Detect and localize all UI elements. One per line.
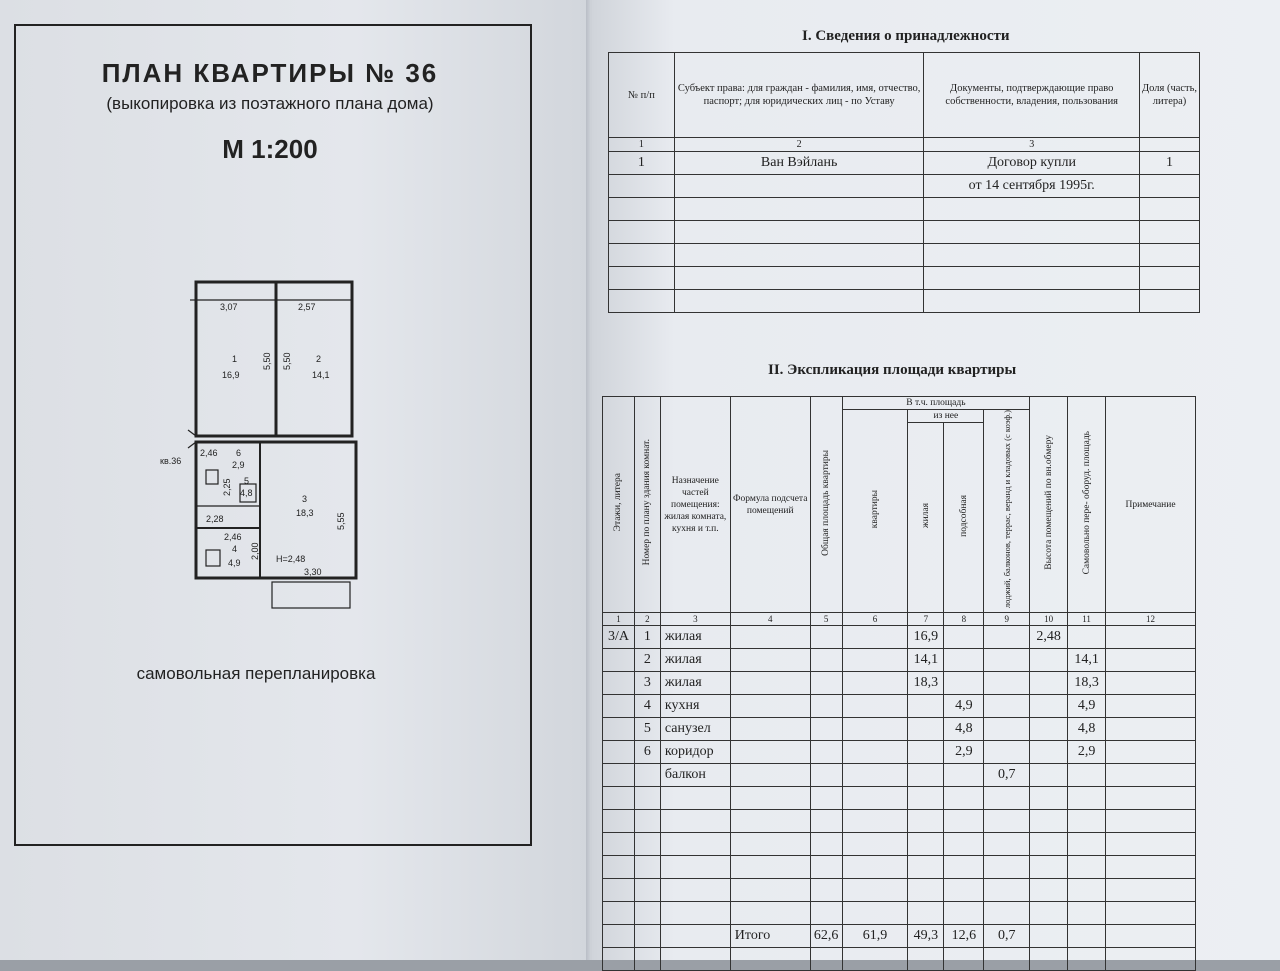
cell-floor [603,764,635,787]
header-balcony: лоджий, балконов, террас, веранд и кладовых (с коэф.) [1001,410,1012,609]
explication-table [602,396,1196,971]
section-ownership-title: I. Сведения о принадлежности [802,28,1010,44]
explication-row [603,626,1196,649]
col-number: 8 [944,613,984,626]
header-auxiliary: подсобная [958,494,969,537]
cell-balcony [984,695,1030,718]
header-total-area: Общая площадь квартиры [821,449,832,556]
cell-floor: 3/А [603,626,635,649]
cell-living [908,741,944,764]
header-unauth: Самовольно пере- оборуд. площадь [1081,430,1092,575]
cell-height [1030,764,1068,787]
room-area: 4,9 [228,558,241,568]
header-incl: В т.ч. площадь [842,397,1030,410]
plan-dim: 5,50 [262,352,272,370]
room-number: 3 [302,494,308,504]
explication-rows [603,626,1196,787]
cell-aux: 4,8 [944,718,984,741]
cell-purpose: коридор [660,741,730,764]
col-number: 5 [810,613,842,626]
cell-num: 1 [609,152,675,175]
room-area: 2,9 [232,460,245,470]
totals-row [603,925,1196,948]
explication-row [603,672,1196,695]
cell-height [1030,649,1068,672]
plan-title: ПЛАН КВАРТИРЫ № 36 [101,58,439,88]
header-height: Высота помещений по вн.обмеру [1043,435,1054,570]
cell-room-num: 3 [634,672,660,695]
cell-unauth [1068,626,1106,649]
cell-purpose: жилая [660,626,730,649]
cell-living: 16,9 [908,626,944,649]
header-room-num: Номер по плану здания комнат. [642,439,653,566]
header-subject: Субъект права: для граждан - фамилия, имя, отчество, паспорт; для юридических лиц - по Уставу [674,53,924,138]
totals-total: 62,6 [810,925,842,948]
header-formula: Формула подсчета помещений [730,397,810,613]
cell-room-num: 1 [634,626,660,649]
room-number: 6 [236,448,242,458]
cell-living: 18,3 [908,672,944,695]
plan-subtitle: (выкопировка из поэтажного плана дома) [106,94,434,113]
plan-dim: 2,28 [206,514,224,524]
cell-doc: Договор купли [924,152,1140,175]
room-area: 16,9 [222,370,240,380]
cell-living: 14,1 [908,649,944,672]
totals-apartment: 61,9 [842,925,908,948]
room-area: 18,3 [296,508,314,518]
totals-balcony: 0,7 [984,925,1030,948]
header-purpose: Назначение частей помещения: жилая комната, кухня и т.п. [660,397,730,613]
cell-height: 2,48 [1030,626,1068,649]
cell-aux [944,764,984,787]
cell-balcony [984,718,1030,741]
cell-height [1030,718,1068,741]
cell-room-num: 5 [634,718,660,741]
cell-unauth [1068,764,1106,787]
col-number: 3 [660,613,730,626]
cell-height [1030,741,1068,764]
cell-height [1030,695,1068,718]
cell-balcony [984,649,1030,672]
explication-row [603,718,1196,741]
col-number: 6 [842,613,908,626]
plan-note: самовольная перепланировка [136,664,376,683]
explication-blank-rows [603,787,1196,925]
cell-floor [603,672,635,695]
totals-living: 49,3 [908,925,944,948]
room-area: 4,8 [240,488,253,498]
cell-floor [603,649,635,672]
plan-dim: 2,00 [250,542,260,560]
plan-dim: 2,46 [224,532,242,542]
plan-dim: 5,55 [336,512,346,530]
room-area: 14,1 [312,370,330,380]
ceiling-height: Н=2,48 [276,554,306,564]
cell-unauth: 18,3 [1068,672,1106,695]
room-number: 2 [316,354,322,364]
cell-aux [944,626,984,649]
col-number: 11 [1068,613,1106,626]
header-note: Примечание [1106,397,1196,613]
header-num: № п/п [609,53,675,138]
plan-scale: М 1:200 [222,134,318,164]
plan-dim: 2,25 [222,478,232,496]
cell-living [908,718,944,741]
cell-floor [603,695,635,718]
cell-purpose: кухня [660,695,730,718]
header-of-which: из нее [908,410,984,423]
room-number: 4 [232,544,238,554]
cell-balcony [984,741,1030,764]
cell-living [908,695,944,718]
explication-row [603,649,1196,672]
cell-aux: 2,9 [944,741,984,764]
explication-row [603,764,1196,787]
cell-room-num: 4 [634,695,660,718]
header-living: жилая [920,503,931,529]
col-number: 1 [603,613,635,626]
cell-balcony: 0,7 [984,764,1030,787]
apartment-reference: кв.36 [160,456,182,466]
plan-dim: 2,57 [298,302,316,312]
header-share: Доля (часть, литера) [1140,53,1200,138]
left-page [0,0,590,960]
cell-room-num [634,764,660,787]
cell-room-num: 6 [634,741,660,764]
ownership-table [608,52,1200,313]
totals-aux: 12,6 [944,925,984,948]
cell-aux: 4,9 [944,695,984,718]
explication-row [603,741,1196,764]
cell-height [1030,672,1068,695]
plan-dim: 2,46 [200,448,218,458]
cell-unauth: 4,8 [1068,718,1106,741]
col-number: 7 [908,613,944,626]
col-number: 1 [609,138,675,152]
stove-shape [206,550,220,566]
room-number: 1 [232,354,238,364]
header-documents: Документы, подтверждающие право собственности, владения, пользования [924,53,1140,138]
cell-room-num: 2 [634,649,660,672]
cell-floor [603,718,635,741]
cell-unauth: 14,1 [1068,649,1106,672]
header-apartment: квартиры [870,489,881,529]
plan-dim: 3,07 [220,302,238,312]
cell-purpose: балкон [660,764,730,787]
totals-label: Итого [730,925,810,948]
cell-unauth: 2,9 [1068,741,1106,764]
col-number: 9 [984,613,1030,626]
toilet-shape [206,470,218,484]
cell-floor [603,741,635,764]
room-number: 5 [244,476,250,486]
cell-balcony [984,626,1030,649]
cell-purpose: жилая [660,649,730,672]
col-number: 2 [634,613,660,626]
col-number: 3 [924,138,1140,152]
col-number: 10 [1030,613,1068,626]
right-page [592,0,1280,960]
explication-row [603,695,1196,718]
cell-balcony [984,672,1030,695]
cell-aux [944,672,984,695]
cell-doc-date: от 14 сентября 1995г. [924,175,1140,198]
col-number: 2 [674,138,924,152]
cell-purpose: жилая [660,672,730,695]
cell-living [908,764,944,787]
col-number: 12 [1106,613,1196,626]
header-floor: Этажи, литера [613,473,624,532]
section-explication-title: II. Экспликация площади квартиры [768,362,1017,378]
cell-subject: Ван Вэйлань [674,152,924,175]
cell-share: 1 [1140,152,1200,175]
ownership-row [609,152,1200,175]
col-number: 4 [730,613,810,626]
balcony-shape [272,582,350,608]
cell-purpose: санузел [660,718,730,741]
cell-aux [944,649,984,672]
cell-unauth: 4,9 [1068,695,1106,718]
plan-dim: 3,30 [304,567,322,577]
plan-dim: 5,50 [282,352,292,370]
floor-plan-drawing [160,270,380,630]
